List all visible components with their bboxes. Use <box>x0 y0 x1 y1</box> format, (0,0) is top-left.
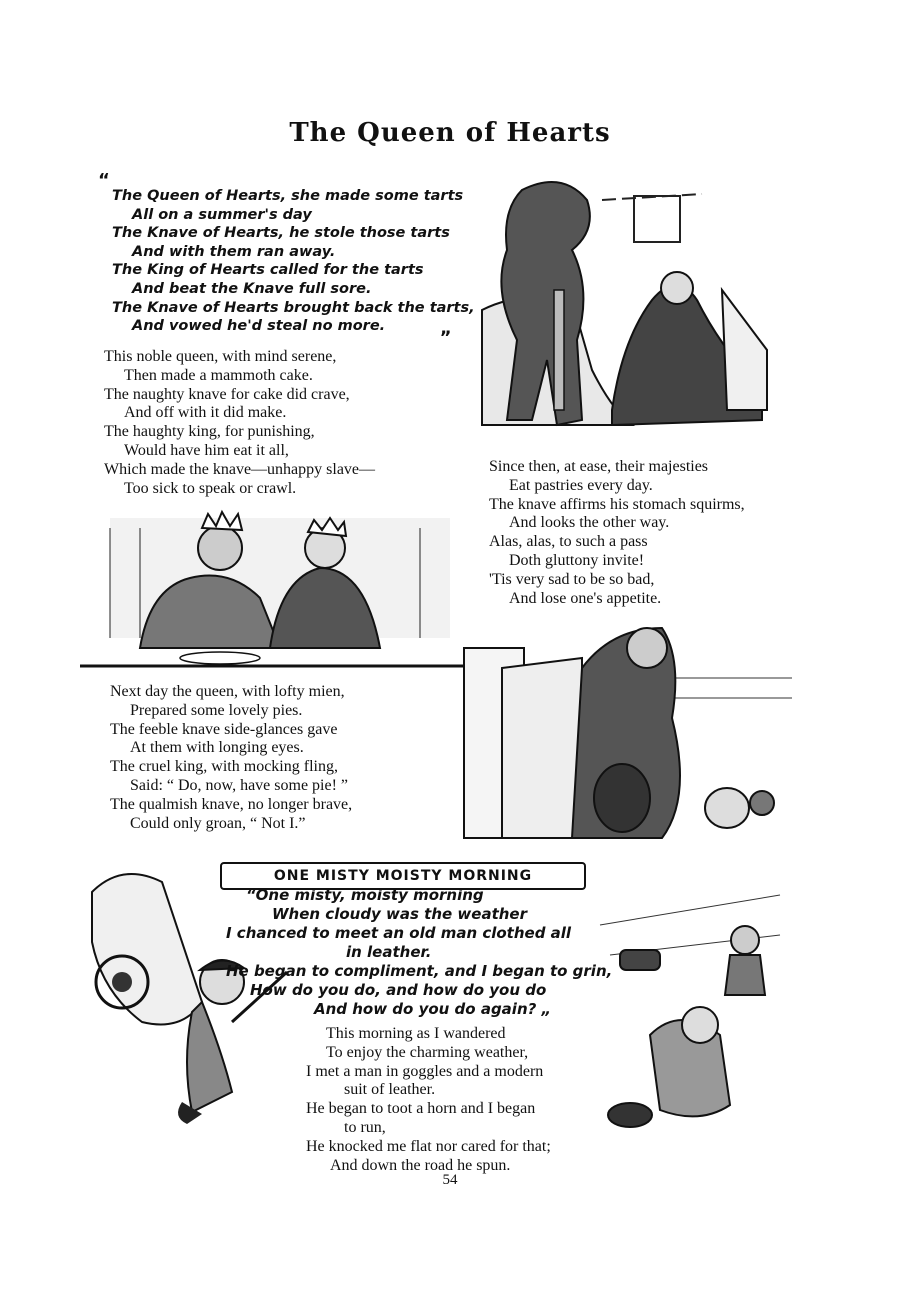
verse-line: He began to compliment, and I began to grin, <box>226 962 613 980</box>
verse-line: Next day the queen, with lofty mien, <box>110 683 345 700</box>
verse-line: Could only groan, “ Not I.” <box>130 814 306 832</box>
verse-line: The Knave of Hearts brought back the tarts, <box>112 299 475 316</box>
knave-and-queen-illustration <box>462 170 792 442</box>
verse-line: Since then, at ease, their majesties <box>489 458 709 475</box>
verse-line: Would have him eat it all, <box>124 441 289 459</box>
misty-intro-verse <box>226 886 612 1019</box>
verse-line: All on a summer's day <box>132 206 312 223</box>
verse-line: to run, <box>344 1118 386 1136</box>
verse-line: This morning as I wandered <box>326 1025 506 1042</box>
stanza-1 <box>104 348 375 498</box>
opening-quote: “ <box>98 170 110 191</box>
stanza-3 <box>110 683 352 833</box>
verse-line: And looks the other way. <box>509 514 670 532</box>
verse-line: How do you do, and how do you do <box>250 981 547 999</box>
verse-line: Eat pastries every day. <box>509 476 653 494</box>
verse-line: And how do you do again? „ <box>314 1000 552 1018</box>
verse-line: This noble queen, with mind serene, <box>104 348 337 365</box>
verse-line: The cruel king, with mocking fling, <box>110 758 338 776</box>
verse-line: And lose one's appetite. <box>509 589 662 607</box>
verse-line: in leather. <box>346 943 432 961</box>
verse-line: Which made the knave—unhappy slave— <box>104 460 376 478</box>
verse-line: The King of Hearts called for the tarts <box>112 262 424 279</box>
queen-seated-illustration <box>462 618 792 848</box>
verse-line: Said: “ Do, now, have some pie! ” <box>130 776 349 794</box>
verse-line: 'Tis very sad to be so bad, <box>489 570 655 588</box>
page-title: The Queen of Hearts <box>289 118 611 148</box>
misty-morning-banner: ONE MISTY MOISTY MORNING <box>220 862 586 890</box>
verse-line: Prepared some lovely pies. <box>130 701 303 719</box>
verse-line: And off with it did make. <box>124 404 287 422</box>
verse-line: The naughty knave for cake did crave, <box>104 385 350 403</box>
man-in-goggles-illustration <box>590 885 790 1145</box>
stanza-4 <box>306 1025 551 1175</box>
king-and-queen-table-illustration <box>80 508 480 670</box>
verse-line: The qualmish knave, no longer brave, <box>110 795 353 813</box>
verse-line: The Queen of Hearts, she made some tarts <box>112 188 464 204</box>
stanza-2 <box>489 458 745 608</box>
verse-line: I chanced to meet an old man clothed all <box>226 924 572 942</box>
verse-line: And beat the Knave full sore. <box>132 280 372 297</box>
verse-line: And down the road he spun. <box>330 1156 511 1174</box>
verse-line: Then made a mammoth cake. <box>124 366 313 384</box>
verse-line: To enjoy the charming weather, <box>326 1043 529 1061</box>
page-number: 54 <box>442 1172 458 1188</box>
verse-line: I met a man in goggles and a modern <box>306 1062 544 1080</box>
closing-quote: „ <box>440 318 452 339</box>
verse-line: The haughty king, for punishing, <box>104 423 315 441</box>
verse-line: And with them ran away. <box>132 243 336 260</box>
verse-line: He began to toot a horn and I began <box>306 1100 536 1118</box>
verse-line: And vowed he'd steal no more. <box>132 318 386 335</box>
verse-line: When cloudy was the weather <box>272 905 527 923</box>
verse-line: Doth gluttony invite! <box>509 551 645 569</box>
queen-intro-verse <box>112 187 475 336</box>
verse-line: The knave affirms his stomach squirms, <box>489 495 745 513</box>
verse-line: The feeble knave side-glances gave <box>110 720 338 738</box>
verse-line: “One misty, moisty morning <box>246 886 484 904</box>
verse-line: At them with longing eyes. <box>130 739 304 757</box>
verse-line: The Knave of Hearts, he stole those tarts <box>112 225 450 242</box>
verse-line: He knocked me flat nor cared for that; <box>306 1137 551 1155</box>
verse-line: suit of leather. <box>344 1081 436 1099</box>
verse-line: Alas, alas, to such a pass <box>489 533 648 551</box>
verse-line: Too sick to speak or crawl. <box>124 479 297 497</box>
